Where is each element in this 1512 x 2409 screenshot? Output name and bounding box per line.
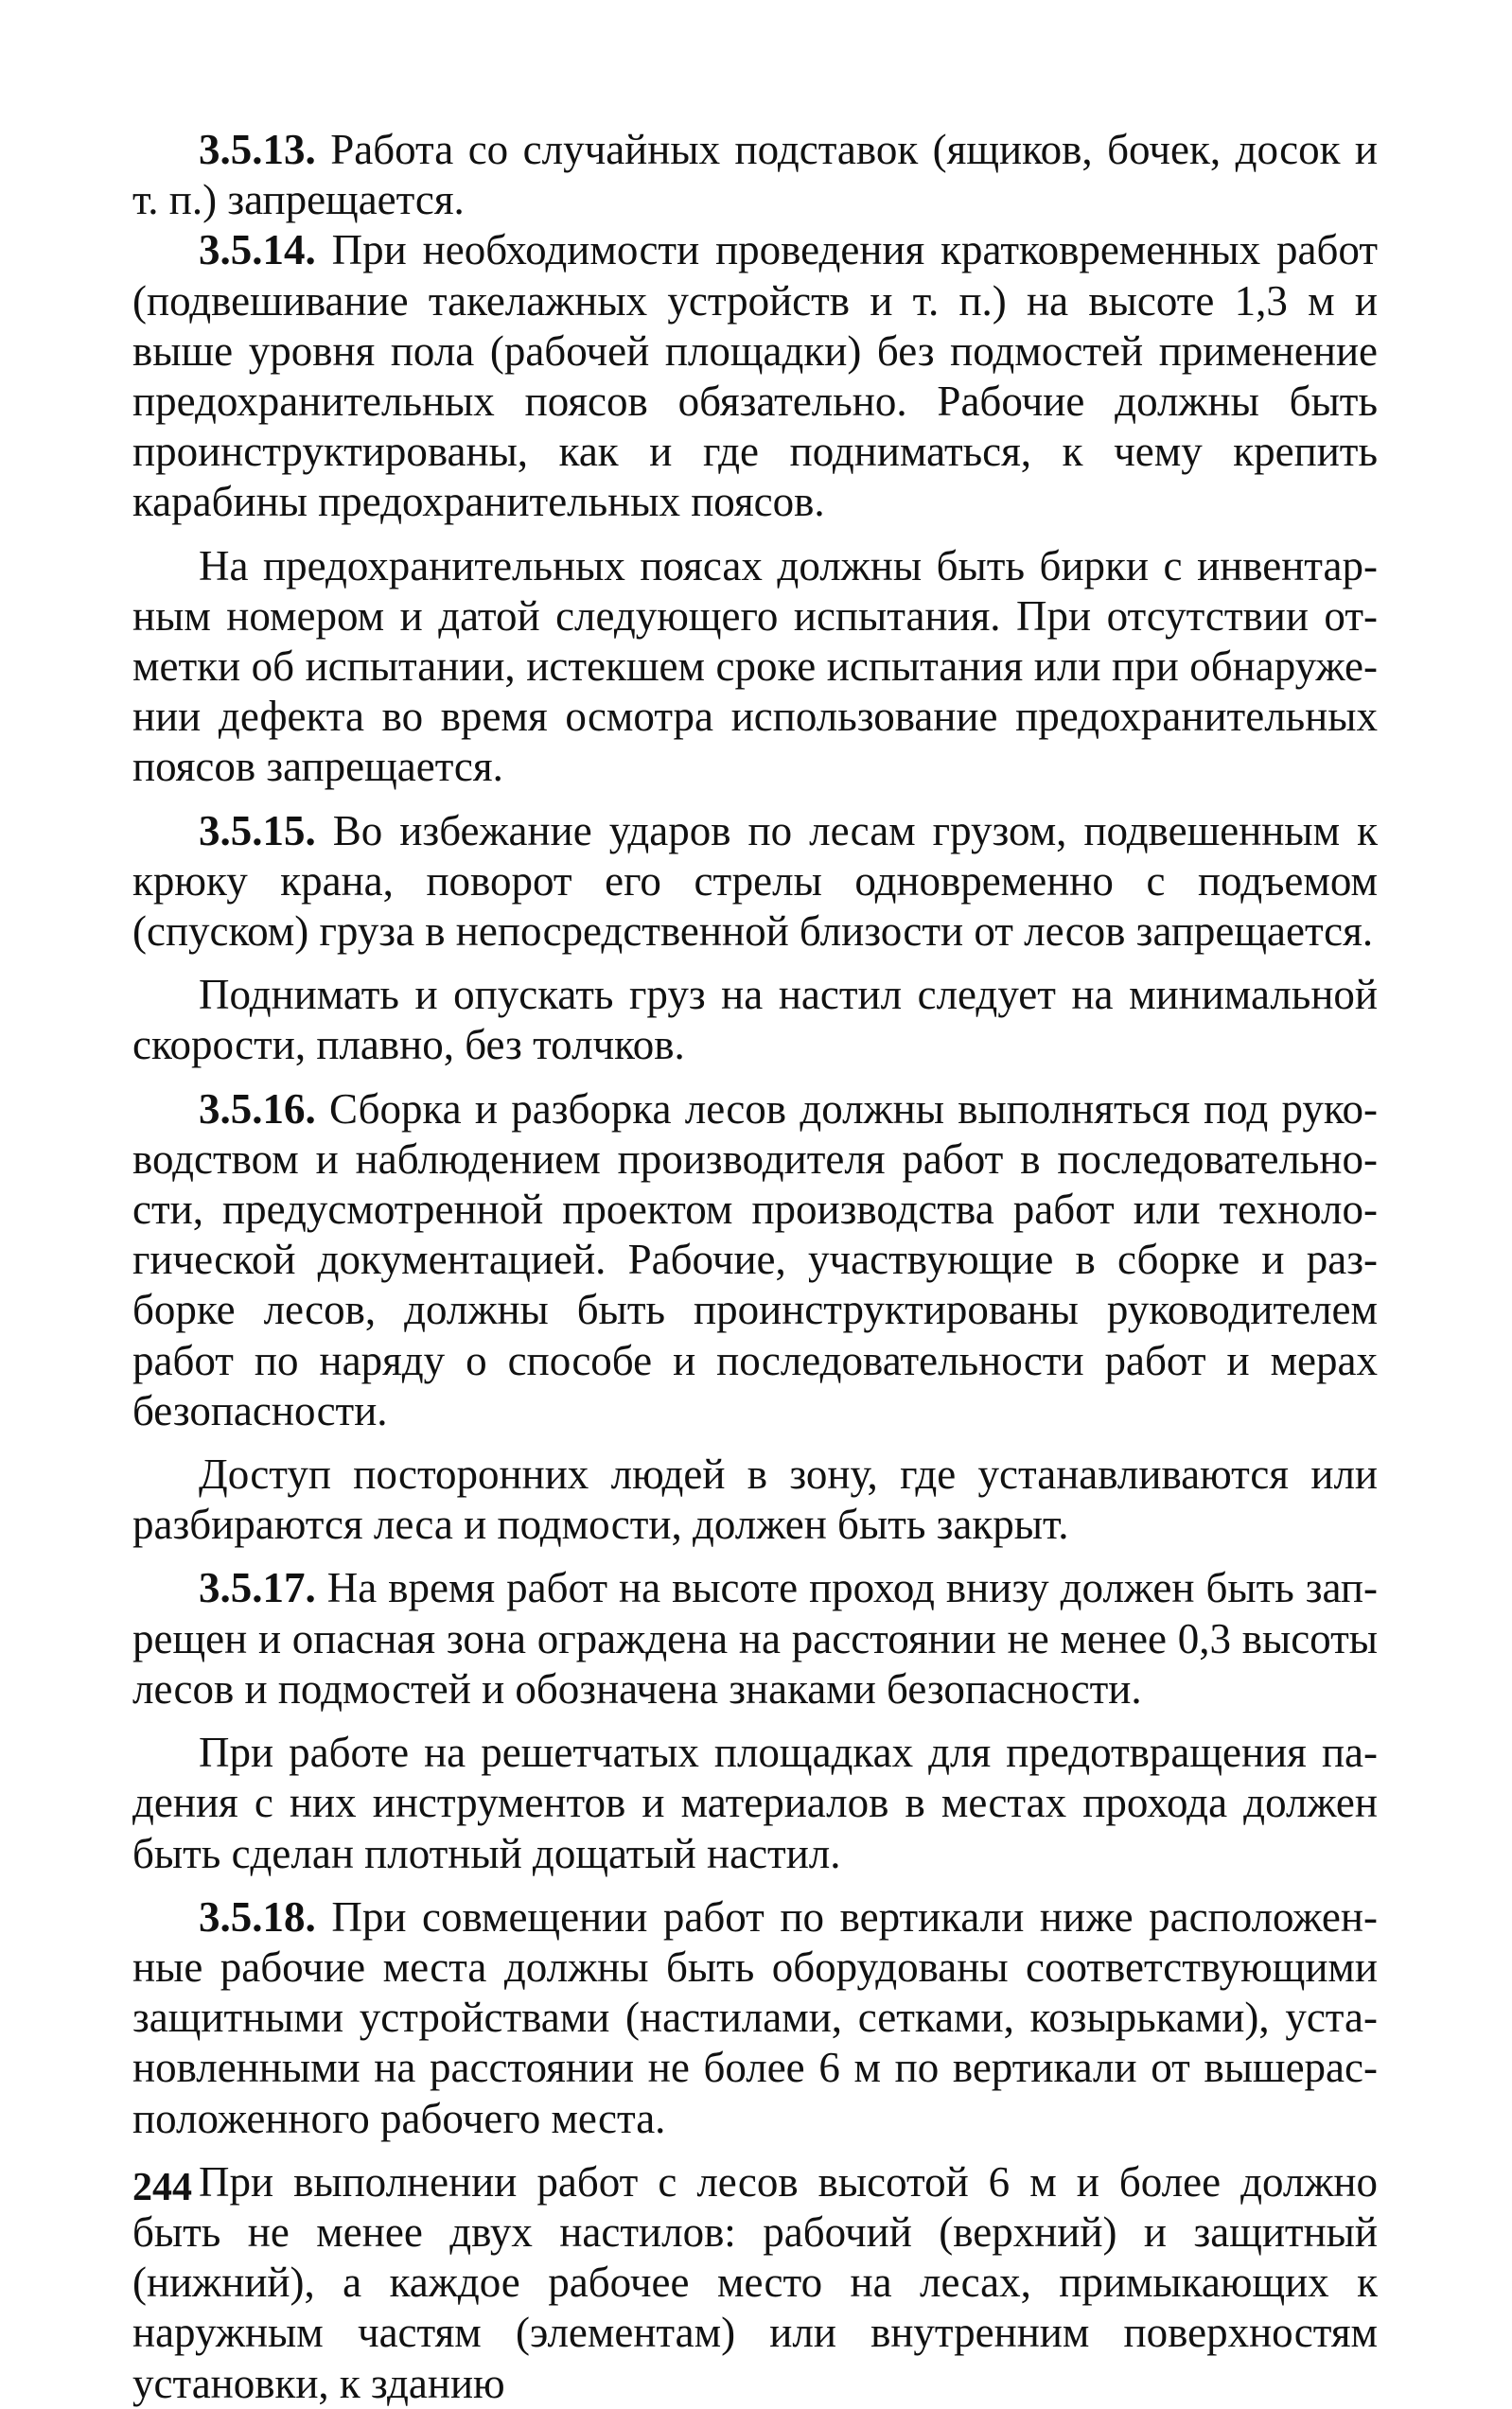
- paragraph-text: На время работ на высоте проход внизу должен быть запрещен и опасная зона ограждена на расстоянии не менее 0,3 высоты лесов и подмостей и обозначена знаками безопасности.: [132, 1564, 1378, 1713]
- paragraph-3-5-18: [132, 1892, 1378, 2144]
- paragraph-text: Доступ посторонних людей в зону, где устанавливаются или разбираются леса и подмости, должен быть закрыт.: [132, 1451, 1378, 1549]
- body-text: [132, 112, 1378, 2409]
- paragraph-text: При работе на решетчатых площадках для предотвращения падения с них инструментов и материалов в местах прохода должен быть сделан плотный дощатый настил.: [132, 1729, 1378, 1877]
- paragraph-3-5-13: [132, 125, 1378, 225]
- paragraph-3-5-15: [132, 806, 1378, 958]
- paragraph-grating-platforms: [132, 1728, 1378, 1879]
- paragraph-text: Во избежание ударов по лесам грузом, подвешенным к крюку крана, поворот его стрелы одновременно с подъемом (спуском) груза в непосредственной близости от лесов запрещается.: [132, 806, 1378, 956]
- clause-number: 3.5.17.: [199, 1564, 316, 1612]
- clause-number: 3.5.18.: [199, 1892, 316, 1941]
- paragraph-text: При необходимости проведения кратковременных работ (подвешивание такелажных устройств и т. п.) на высоте 1,3 м и выше уровня пола (рабочей площадки) без подмостей применение предохранительных поясов обязательно. Рабочие должны быть проинструктированы, как и где подниматься, к чему крепить карабины предохранительных поясов.: [132, 226, 1378, 526]
- clause-number: 3.5.15.: [199, 806, 316, 854]
- page-number: 244: [132, 2166, 192, 2209]
- paragraph-3-5-14: [132, 225, 1378, 527]
- paragraph-3-5-17: [132, 1563, 1378, 1714]
- paragraph-text: Сборка и разборка лесов должны выполняться под руководством и наблюдением производителя работ в последовательности, предусмотренной проектом производства работ или технологической документацией. Рабочие, участвующие в сборке и разборке лесов, должны быть проинструктированы руководителем работ по наряду о способе и последовательности работ и мерах безопасности.: [132, 1084, 1378, 1434]
- paragraph-text: На предохранительных поясах должны быть бирки с инвентарным номером и датой следующего испытания. При отсутствии отметки об испытании, истекшем сроке испытания или при обнаружении дефекта во время осмотра использование предохранительных поясов запрещается.: [132, 541, 1378, 791]
- paragraph-belts-tags: [132, 541, 1378, 793]
- paragraph-text: При выполнении работ с лесов высотой 6 м и более должно быть не менее двух настилов: рабочий (верхний) и защитный (нижний), а каждое рабочее место на лесах, примыкающих к наружным частям (элементам) или внутренним поверхностям установки, к зданию: [132, 2157, 1378, 2407]
- clause-number: 3.5.16.: [199, 1084, 316, 1133]
- clause-number: 3.5.13.: [199, 126, 316, 173]
- paragraph-text: При совмещении работ по вертикали ниже расположенные рабочие места должны быть оборудованы соответствующими защитными устройствами (настилами, сетками, козырьками), установленными на расстоянии не более 6 м по вертикали от вышерасположенного рабочего места.: [132, 1892, 1378, 2142]
- paragraph-3-5-16: [132, 1084, 1378, 1436]
- paragraph-text: Работа со случайных подставок (ящиков, бочек, досок и т. п.) запрещается.: [132, 126, 1378, 224]
- paragraph-text: Поднимать и опускать груз на настил следует на минимальной скорости, плавно, без толчков.: [132, 971, 1378, 1069]
- clause-number: 3.5.14.: [199, 226, 316, 274]
- paragraph-two-decks: [132, 2157, 1378, 2409]
- paragraph-lifting-load: [132, 970, 1378, 1070]
- paragraph-access-closed: [132, 1450, 1378, 1550]
